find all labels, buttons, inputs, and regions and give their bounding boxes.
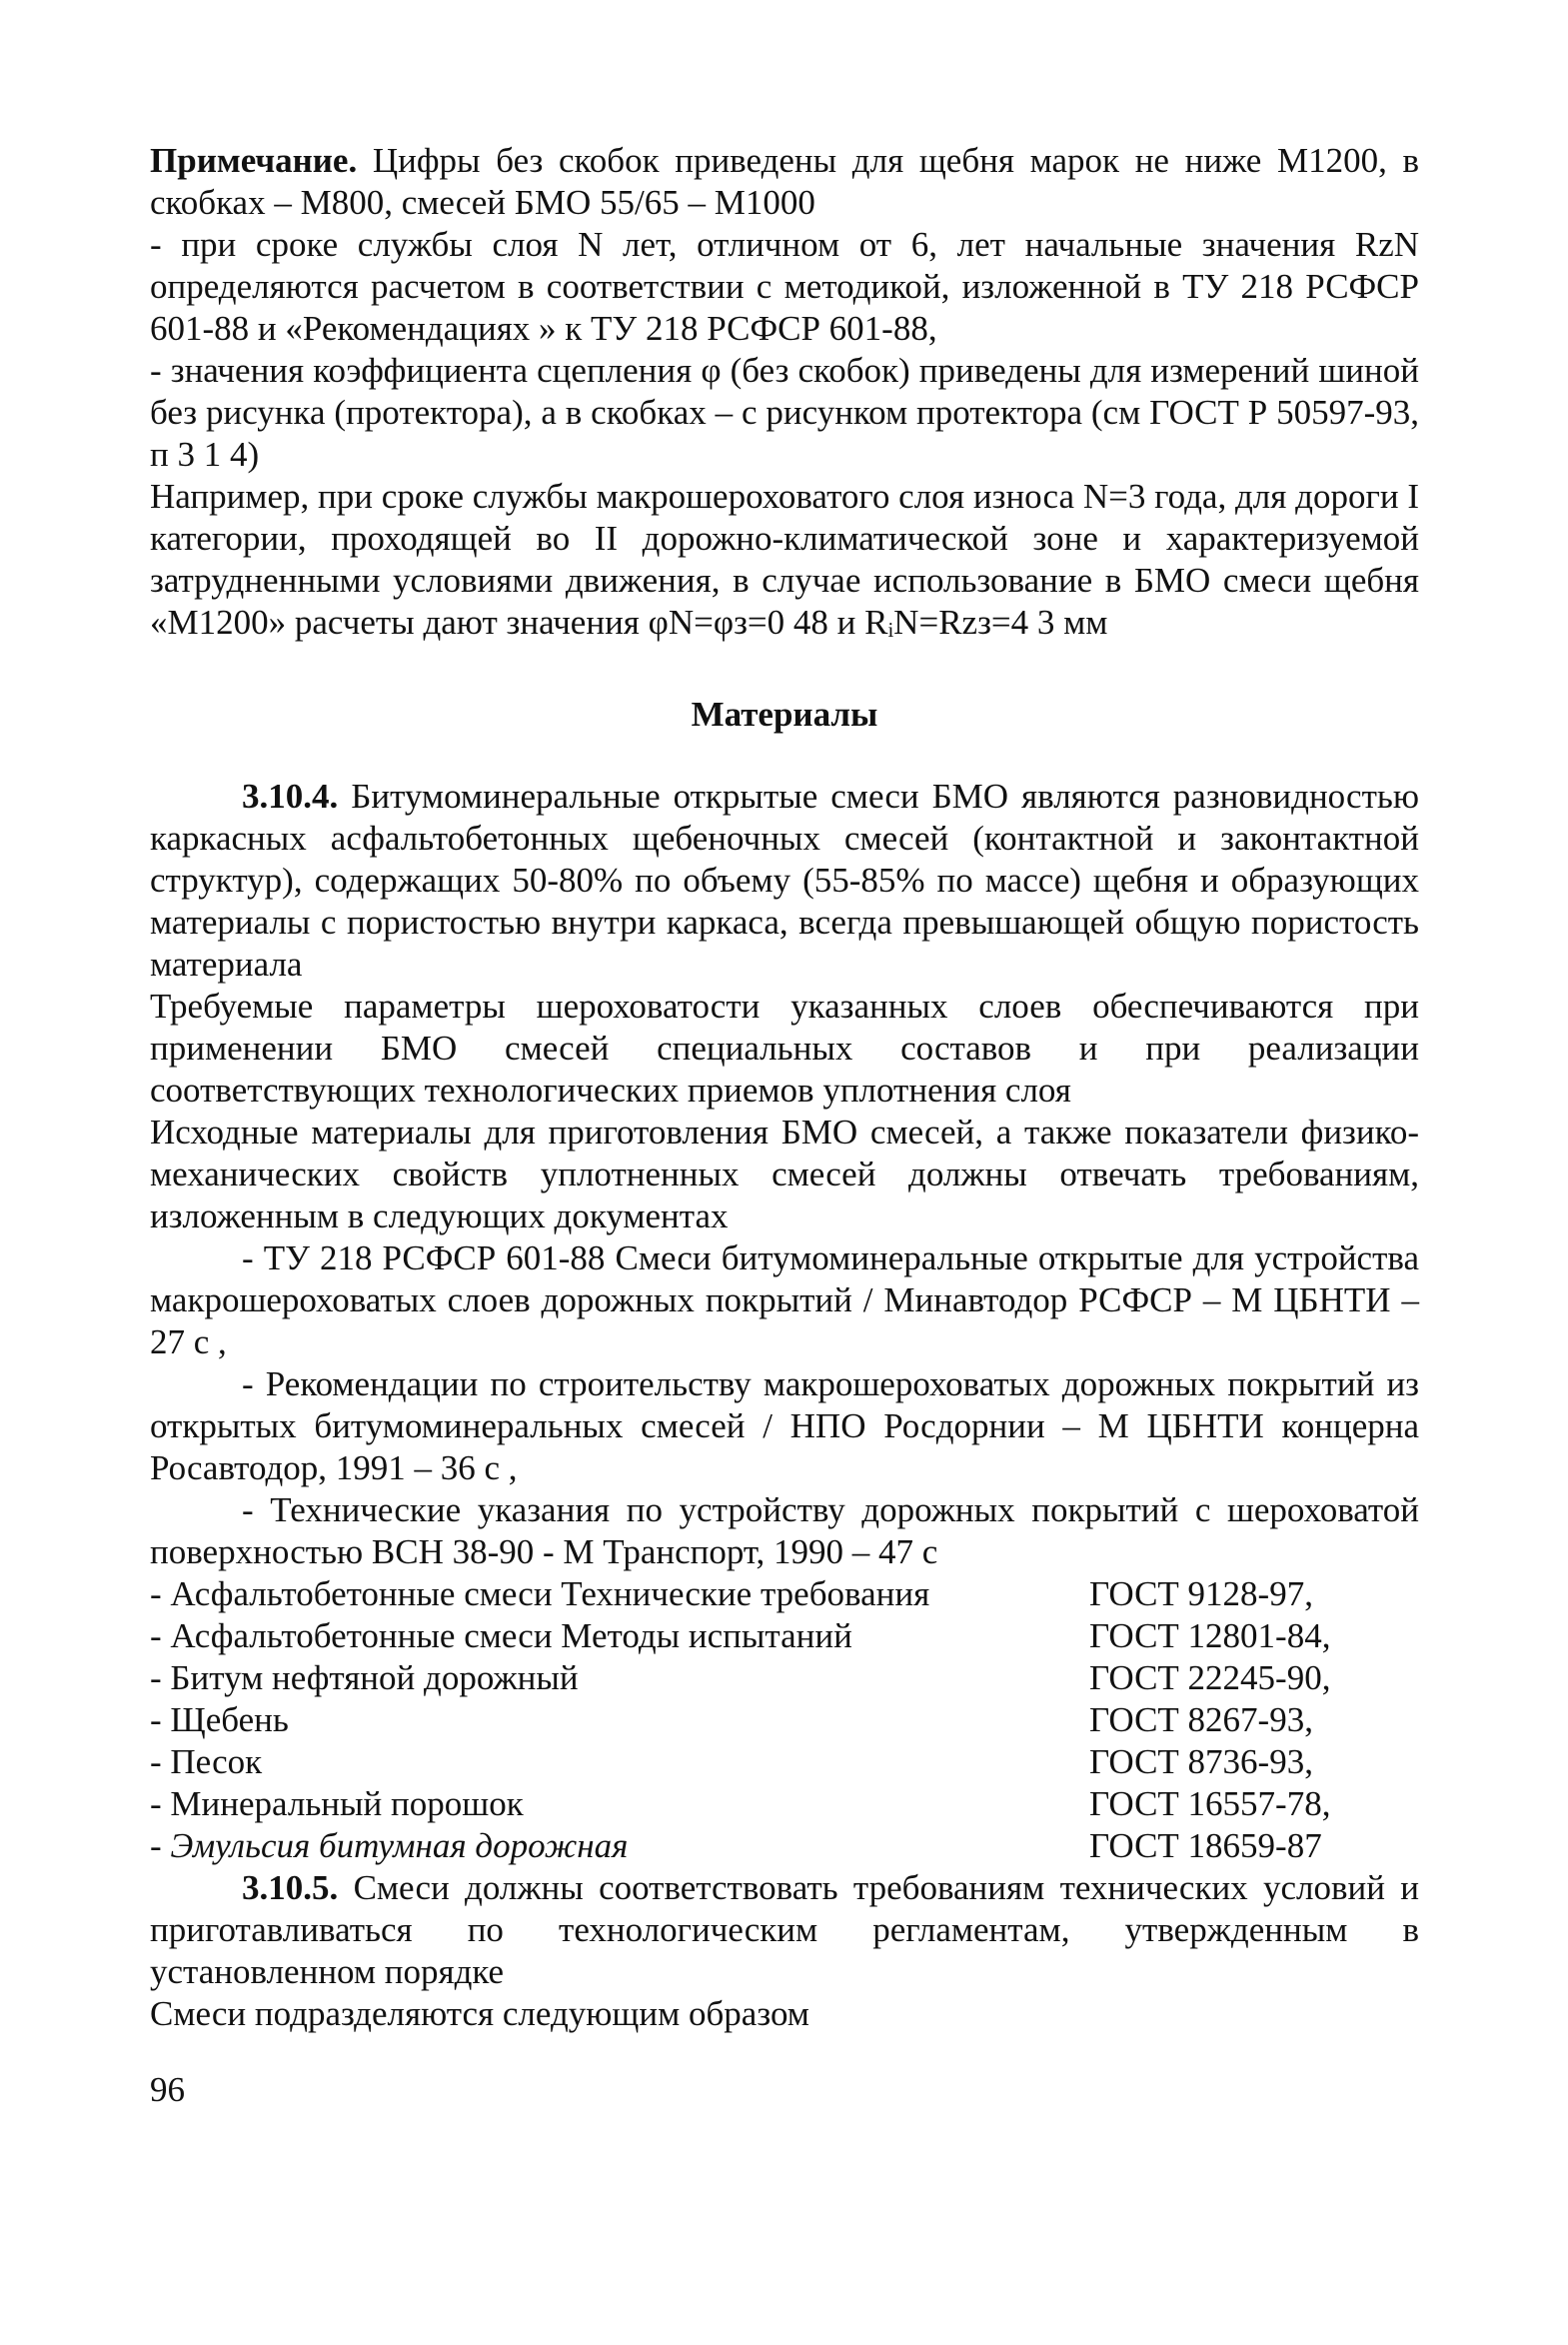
standard-name	[150, 1825, 1089, 1867]
note-paragraph	[150, 140, 1419, 224]
section-number: 3.10.4.	[242, 777, 339, 816]
standards-row	[150, 1741, 1419, 1783]
section-number: 3.10.5.	[242, 1868, 339, 1907]
standard-name: - Минеральный порошок	[150, 1784, 524, 1823]
standard-code: ГОСТ 8267-93,	[1089, 1700, 1313, 1739]
standard-name: - Битум нефтяной дорожный	[150, 1658, 579, 1697]
note-text: Цифры без скобок приведены для щебня марок не ниже М1200, в скобках – М800, смесей БМО 55/65 – М1000	[150, 141, 1420, 222]
standard-name: - Асфальтобетонные смеси Технические требования	[150, 1574, 930, 1613]
standard-code: ГОСТ 22245-90,	[1089, 1658, 1331, 1697]
section-text: Битумоминеральные открытые смеси БМО являются разновидностью каркасных асфальтобетонных щебеночных смесей (контактной и законтактной структур), содержащих 50-80% по объему (55-85% по массе) щебня и образующих материалы с пористостью внутри каркаса, всегда превышающей общую пористость материала	[150, 777, 1419, 984]
standard-code: ГОСТ 12801-84,	[1089, 1616, 1331, 1655]
source-materials-paragraph: Исходные материалы для приготовления БМО смесей, а также показатели физико-механических свойств уплотненных смесей должны отвечать требованиям, изложенным в следующих документах	[150, 1113, 1419, 1235]
standards-row	[150, 1783, 1419, 1825]
document-item-tu: - ТУ 218 РСФСР 601-88 Смеси битумоминеральные открытые для устройства макрошероховатых слоев дорожных покрытий / Минавтодор РСФСР – М ЦБНТИ – 27 с ,	[150, 1238, 1419, 1361]
section-heading: Материалы	[691, 695, 878, 734]
note-friction-paragraph: - значения коэффициента сцепления φ (без скобок) приведены для измерений шиной без рисунка (протектора), а в скобках – с рисунком протектора (см ГОСТ Р 50597-93, п 3 1 4)	[150, 351, 1419, 474]
standards-row	[150, 1573, 1419, 1615]
standard-name: - Щебень	[150, 1700, 289, 1739]
standard-name-italic: - Эмульсия битумная дорожная	[150, 1826, 629, 1865]
standards-row	[150, 1825, 1419, 1867]
classification-paragraph: Смеси подразделяются следующим образом	[150, 1994, 809, 2033]
standard-code: ГОСТ 16557-78,	[1089, 1784, 1331, 1823]
standards-row	[150, 1657, 1419, 1699]
document-item-recommendations: - Рекомендации по строительству макрошероховатых дорожных покрытий из открытых битумоминеральных смесей / НПО Росдорнии – М ЦБНТИ концерна Росавтодор, 1991 – 36 с ,	[150, 1364, 1419, 1487]
section-text: Смеси должны соответствовать требованиям технических условий и приготавливаться по технологическим регламентам, утвержденным в установленном порядке	[150, 1868, 1420, 1991]
note-roughness-paragraph: - при сроке службы слоя N лет, отличном от 6, лет начальные значения RzN определяются расчетом в соответствии с методикой, изложенной в ТУ 218 РСФСР 601-88 и «Рекомендациях » к ТУ 218 РСФСР 601-88,	[150, 225, 1419, 348]
roughness-requirements-paragraph: Требуемые параметры шероховатости указанных слоев обеспечиваются при применении БМО смесей специальных составов и при реализации соответствующих технологических приемов уплотнения слоя	[150, 987, 1419, 1110]
note-example-paragraph: Например, при сроке службы макрошероховатого слоя износа N=3 года, для дороги I категории, проходящей во II дорожно-климатической зоне и характеризуемой затрудненными условиями движения, в случае использование в БМО смеси щебня «М1200» расчеты дают значения φN=φз=0 48 и RᵢN=Rzз=4 3 мм	[150, 477, 1419, 642]
standard-code: ГОСТ 18659-87	[1089, 1826, 1322, 1865]
standards-row	[150, 1699, 1419, 1741]
note-label: Примечание.	[150, 141, 358, 180]
standard-code: ГОСТ 9128-97,	[1089, 1574, 1313, 1613]
standard-name: - Асфальтобетонные смеси Методы испытаний	[150, 1616, 852, 1655]
standard-name: - Песок	[150, 1742, 263, 1781]
standards-row	[150, 1615, 1419, 1657]
standard-code: ГОСТ 8736-93,	[1089, 1742, 1313, 1781]
section-3-10-4-paragraph	[150, 776, 1419, 986]
document-item-vsn: - Технические указания по устройству дорожных покрытий с шероховатой поверхностью ВСН 38-90 - М Транспорт, 1990 – 47 с	[150, 1490, 1419, 1571]
standards-table	[150, 1573, 1419, 1867]
section-3-10-5-paragraph	[150, 1867, 1419, 1993]
document-page	[150, 140, 1419, 2111]
page-number: 96	[150, 2070, 185, 2109]
